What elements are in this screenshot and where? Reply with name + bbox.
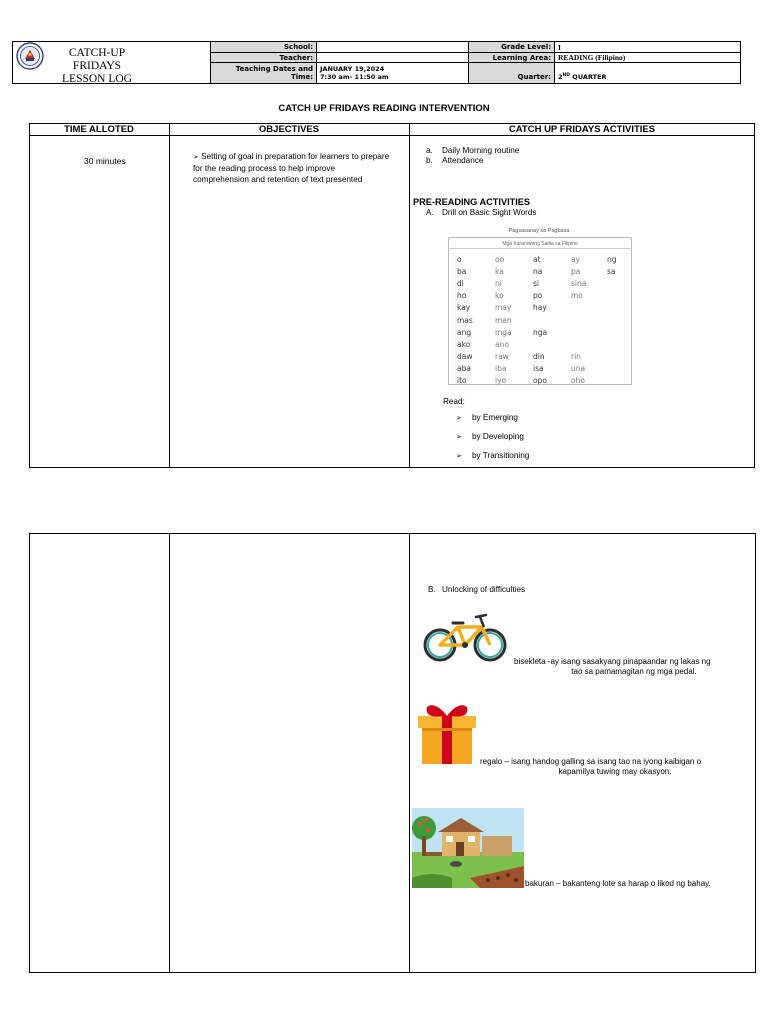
morning-activities-list [426,146,519,166]
dates-label: Teaching Dates and Time: [211,63,317,84]
sight-word: ka [495,267,504,277]
read-item-emerging: ➢ by Emerging [456,413,518,422]
sight-word: ni [495,279,502,289]
vocab-regalo: regalo – isang handog galling sa isang tao na iyong kaibigan o kapamilya tuwing may okasyon. [480,757,702,776]
time-allotted-value: 30 minutes [84,156,126,166]
list-item: b. Attendance [426,156,484,165]
teacher-label: Teacher: [211,53,317,63]
sight-word: mas [457,315,473,325]
quarter-value: 2ND QUARTER [555,63,741,84]
sight-word: nga [533,327,548,337]
sight-word: isa [533,363,544,373]
sight-word: hay [533,303,547,313]
area-label: Learning Area: [469,53,555,63]
area-value: READING (Filipino) [555,53,741,63]
sight-word: may [495,303,512,313]
sight-word: ho [457,291,467,301]
col-time-header: TIME ALLOTED [64,124,134,135]
arrow-bullet-icon: ➢ [456,434,462,441]
grade-value: I [555,42,741,53]
sight-word: kay [457,303,471,313]
quarter-label: Quarter: [469,63,555,84]
sight-word: na [533,267,543,277]
sight-word: mga [495,327,512,337]
sight-word: ng [607,255,617,264]
sight-word: sina [571,279,587,289]
sight-word: sa [607,267,616,277]
sight-word: oo [495,255,505,264]
sight-word: o [457,255,462,264]
gift-icon [416,698,478,766]
sight-word: ako [457,339,471,349]
table1-divider-1 [169,123,170,468]
sight-word: ko [495,291,504,301]
sight-word: iba [495,363,507,373]
list-item: a. Daily Morning routine [426,146,520,155]
school-label: School: [211,42,317,53]
sight-word: pa [571,267,581,277]
lesson-log-title: CATCH-UP FRIDAYS LESSON LOG [62,47,132,85]
sight-word: man [495,315,512,325]
arrow-bullet-icon: ➢ [193,154,199,161]
sight-word: ba [457,267,467,277]
teacher-value [317,53,469,63]
sight-word: una [571,363,586,373]
pre-reading-title: PRE-READING ACTIVITIES [413,197,531,207]
table1-header-line [29,135,755,136]
sight-word: rin [571,351,581,361]
sight-word: ang [457,327,472,337]
grade-label: Grade Level: [469,42,555,53]
read-label: Read: [443,397,465,406]
backyard-icon [412,808,524,888]
sight-word: di [457,279,464,289]
col-objectives-header: OBJECTIVES [258,124,320,135]
sight-word: iyo [495,376,507,385]
unlocking-heading: B. Unlocking of difficulties [428,585,526,594]
sight-word: opo [533,376,547,385]
sight-word: ito [457,376,467,385]
sight-word: ay [571,255,581,264]
sight-word: aba [457,363,471,373]
read-item-developing: ➢ by Developing [456,432,524,441]
school-value [317,42,469,53]
dates-value: JANUARY 19,2024 7:30 am- 11:50 am [317,63,469,84]
sight-words-grid [448,237,632,385]
sight-word: ano [495,339,509,349]
table2-divider-2 [409,533,410,973]
sight-word: po [533,291,543,301]
sight-words-title: Pagsasanay sa Pagbasa [508,228,570,234]
table1-divider-2 [409,123,410,468]
page-title: CATCH UP FRIDAYS READING INTERVENTION [278,103,490,114]
bicycle-icon [420,605,510,665]
sight-word: mo [571,291,583,301]
arrow-bullet-icon: ➢ [456,453,462,460]
sight-word: daw [457,351,473,361]
header-info-table [12,41,741,84]
sight-word: at [533,255,541,264]
sight-word: din [533,351,545,361]
objective-text: ➢ Setting of goal in preparation for learners to prepare for the reading process to help improve comprehension and retention of text presented [193,152,390,184]
sight-word: oho [571,376,585,385]
vocab-bisekleta: bisekleta -ay isang sasakyang pinapaandar ng lakas ng tao sa pamamagitan ng mga pedal. [514,657,711,676]
sight-word: raw [495,351,509,361]
drill-heading: A. Drill on Basic Sight Words [426,208,537,217]
sight-word: si [533,279,539,289]
activity-table-2 [29,533,756,973]
vocab-bakuran: bakuran – bakanteng lote sa harap o likod ng bahay. [525,879,711,888]
table2-divider-1 [169,533,170,973]
col-activities-header: CATCH UP FRIDAYS ACTIVITIES [508,124,656,135]
sight-words-chart [446,226,632,386]
read-item-transitioning: ➢ by Transitioning [456,451,530,460]
arrow-bullet-icon: ➢ [456,415,462,422]
sight-words-subtitle: Mga Karaniwang Salita sa Filipino [502,241,578,247]
